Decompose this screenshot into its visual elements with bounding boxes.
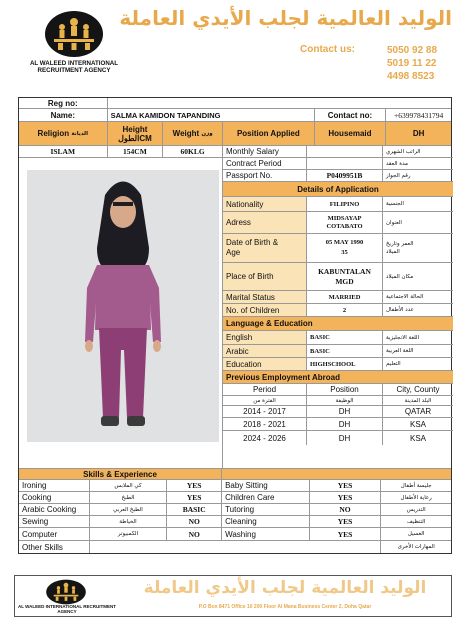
contact-number: 5019 11 22 bbox=[387, 58, 437, 69]
employment-period: 2024 - 2026 bbox=[223, 431, 307, 445]
skill-row bbox=[19, 516, 451, 528]
employment-country: KSA bbox=[409, 419, 426, 429]
contract-row bbox=[223, 158, 453, 170]
name-value: SALMA KAMIDON TAPANDING bbox=[108, 109, 315, 121]
skill-row bbox=[19, 492, 451, 504]
skill-ar: الطبخ العربي bbox=[90, 504, 168, 515]
footer-arabic-title: الوليد العالمية لجلب الأيدي العاملة bbox=[143, 578, 427, 598]
address-line-1: MIDSAYAP bbox=[327, 214, 362, 222]
salary-value bbox=[307, 146, 383, 157]
other-skills-row bbox=[19, 541, 451, 553]
english-ar: اللغة الانجليزية bbox=[386, 334, 420, 341]
education-value: HIGHSCHOOL bbox=[307, 358, 383, 370]
arabic-row bbox=[223, 345, 453, 358]
arabic-ar: اللغة العربية bbox=[386, 348, 414, 354]
employment-country: KSA bbox=[409, 433, 426, 443]
employment-head-ar-row bbox=[223, 396, 453, 406]
skill-value: YES bbox=[310, 480, 382, 491]
marital-ar: الحالة الاجتماعية bbox=[386, 294, 424, 300]
skill-ar: الطبخ bbox=[90, 492, 168, 503]
weight-header bbox=[163, 122, 223, 145]
dob-ar-1: العمر وتاريخ bbox=[386, 241, 414, 247]
employment-position: DH bbox=[307, 431, 383, 445]
skill-value: NO bbox=[167, 528, 222, 540]
skill-label: Cooking bbox=[19, 492, 90, 503]
salary-ar: الراتب الشهري bbox=[386, 148, 421, 155]
dob-ar bbox=[383, 234, 453, 262]
skill-label: Washing bbox=[222, 528, 310, 540]
skill-value: NO bbox=[310, 504, 382, 515]
footer-logo-icon bbox=[45, 579, 87, 605]
marital-value: MARRIED bbox=[307, 291, 383, 303]
weight-value: 60KLG bbox=[180, 147, 205, 156]
skill-value: YES bbox=[167, 492, 222, 503]
photo-frame bbox=[19, 158, 222, 468]
religion-value: ISLAM bbox=[19, 146, 108, 157]
employment-position: DH bbox=[307, 418, 383, 430]
skill-ar: التنظيف bbox=[406, 518, 426, 525]
pob-label: Place of Birth bbox=[223, 263, 307, 290]
skill-label: Tutoring bbox=[222, 504, 310, 515]
page-header bbox=[18, 4, 452, 88]
skill-value: BASIC bbox=[167, 504, 222, 515]
pob-row bbox=[223, 263, 453, 291]
skills-title-row bbox=[19, 468, 451, 480]
dob-value bbox=[307, 234, 383, 262]
address-ar: العنوان bbox=[386, 219, 402, 226]
contact-no-label: Contact no: bbox=[315, 109, 387, 121]
pob-line-1: KABUNTALAN bbox=[318, 266, 371, 276]
children-ar: عدد الأطفال bbox=[386, 307, 414, 313]
skill-ar: رعاية الأطفال bbox=[400, 494, 432, 501]
address-line-2: COTABATO bbox=[326, 222, 363, 230]
employment-row bbox=[223, 406, 453, 418]
dob-label-2: Age bbox=[226, 248, 241, 257]
skill-label: Children Care bbox=[222, 492, 310, 503]
name-row bbox=[19, 109, 451, 122]
contract-value bbox=[307, 158, 383, 169]
employment-period: 2014 - 2017 bbox=[223, 406, 307, 417]
position-value: Housemaid bbox=[315, 122, 387, 145]
marital-label: Marital Status bbox=[223, 291, 307, 303]
agency-logo-icon bbox=[44, 10, 104, 58]
employment-title-row bbox=[223, 371, 453, 384]
english-row bbox=[223, 331, 453, 345]
english-label: English bbox=[223, 331, 307, 344]
contact-numbers bbox=[387, 44, 437, 83]
pob-line-2: MGD bbox=[335, 276, 354, 286]
religion-header-ar: الديانة bbox=[71, 130, 89, 137]
contact-label: Contact us: bbox=[300, 44, 355, 55]
position-code: DH bbox=[412, 129, 425, 138]
application-sheet bbox=[18, 97, 452, 554]
reg-row bbox=[19, 98, 451, 109]
position-header: Position Applied bbox=[223, 122, 315, 145]
skill-row bbox=[19, 528, 451, 541]
arabic-label: Arabic bbox=[223, 345, 307, 357]
skill-ar: جليسة أطفال bbox=[400, 482, 432, 489]
weight-header-label: Weight bbox=[172, 129, 200, 138]
passport-ar: رقم الجواز bbox=[386, 172, 411, 179]
period-head-ar: الفترة من bbox=[223, 396, 307, 405]
language-title-row bbox=[223, 317, 453, 331]
position-head: Position bbox=[307, 384, 383, 395]
height-value: 154CM bbox=[108, 146, 164, 157]
skill-label: Arabic Cooking bbox=[19, 504, 90, 515]
position-head-ar: الوظيفة bbox=[307, 396, 383, 405]
passport-value: P0409951B bbox=[307, 170, 383, 181]
skill-row bbox=[19, 504, 451, 516]
skill-ar: الخياطة bbox=[90, 516, 168, 527]
height-header bbox=[108, 122, 164, 145]
skill-value: NO bbox=[167, 516, 222, 527]
other-skills-ar: المهارات الأخرى bbox=[397, 544, 435, 550]
address-row bbox=[223, 212, 453, 234]
passport-label: Passport No. bbox=[223, 170, 307, 181]
employment-row bbox=[223, 418, 453, 431]
skills-title-fill bbox=[222, 469, 451, 479]
height-header-label-2: الطولCM bbox=[118, 133, 152, 143]
nationality-row bbox=[223, 197, 453, 212]
candidate-figure-icon bbox=[27, 170, 219, 442]
pob-ar: مكان الميلاد bbox=[386, 273, 414, 280]
nationality-ar: الجنسية bbox=[386, 201, 404, 207]
skill-ar: الكمبيوتر bbox=[90, 528, 168, 540]
left-column bbox=[19, 146, 223, 468]
contact-number: 4498 8523 bbox=[387, 71, 435, 82]
skill-label: Sewing bbox=[19, 516, 90, 527]
education-row bbox=[223, 358, 453, 371]
columns-header-row bbox=[19, 122, 451, 146]
contact-no-value: +639978431794 bbox=[394, 110, 444, 120]
education-ar: التعليم bbox=[386, 361, 401, 367]
right-column bbox=[223, 146, 453, 468]
english-value: BASIC bbox=[307, 331, 383, 344]
salary-label: Monthly Salary bbox=[223, 146, 307, 157]
employment-head-row bbox=[223, 384, 453, 396]
dob-row bbox=[223, 234, 453, 263]
details-title-row bbox=[223, 182, 453, 197]
dob-date: 05 MAY 1990 bbox=[325, 239, 364, 246]
skill-label: Ironing bbox=[19, 480, 90, 491]
children-row bbox=[223, 304, 453, 317]
skill-ar: التدريس bbox=[406, 506, 426, 513]
children-value: 2 bbox=[307, 304, 383, 316]
reg-value bbox=[108, 98, 451, 108]
skill-value: YES bbox=[310, 492, 382, 503]
skill-label: Baby Sitting bbox=[222, 480, 310, 491]
religion-header bbox=[19, 122, 108, 145]
skill-ar: الغسيل bbox=[407, 531, 425, 537]
contract-label: Contract Period bbox=[223, 158, 307, 169]
agency-arabic-title: الوليد العالمية لجلب الأيدي العاملة bbox=[119, 6, 452, 30]
skill-value: YES bbox=[310, 528, 382, 540]
height-header-label: Height bbox=[122, 124, 148, 134]
page-footer bbox=[14, 575, 452, 617]
contract-ar: مدة العقد bbox=[386, 160, 408, 167]
religion-header-label: Religion bbox=[37, 129, 70, 138]
marital-row bbox=[223, 291, 453, 304]
other-skills-label: Other Skills bbox=[19, 541, 90, 553]
employment-country: QATAR bbox=[404, 407, 432, 416]
values-row bbox=[19, 146, 222, 158]
period-head: Period bbox=[223, 384, 307, 395]
skill-ar: كي الملابس bbox=[90, 480, 168, 491]
dob-age: 35 bbox=[341, 249, 348, 256]
reg-label: Reg no: bbox=[19, 98, 108, 108]
skill-value: YES bbox=[310, 516, 382, 527]
dob-ar-2: الميلاد bbox=[386, 249, 400, 255]
footer-logo-text: AL WALEED INTERNATIONAL RECRUITMENT AGENCY bbox=[18, 604, 116, 614]
contact-number: 5050 92 88 bbox=[387, 45, 438, 56]
language-title: Language & Education bbox=[226, 319, 313, 328]
nationality-value: FILIPINO bbox=[307, 197, 383, 211]
education-label: Education bbox=[223, 358, 307, 370]
address-value bbox=[307, 212, 383, 233]
weight-header-ar: وزن bbox=[201, 130, 213, 137]
footer-address: P.O Box 8471 Office 10 200 Floor Al Mana Business Center 2, Doha Qatar bbox=[198, 604, 372, 610]
country-head: City, County bbox=[396, 385, 440, 394]
address-label: Adress bbox=[223, 212, 307, 233]
dob-label bbox=[223, 234, 307, 262]
logo-text: AL WALEED INTERNATIONAL RECRUITMENT AGENCY bbox=[29, 60, 119, 74]
skill-label: Computer bbox=[19, 528, 90, 540]
candidate-photo bbox=[27, 170, 219, 442]
country-head-ar: البلد المدينة bbox=[404, 397, 432, 404]
pob-value bbox=[307, 263, 383, 290]
skills-title: Skills & Experience bbox=[19, 469, 222, 479]
dob-label-1: Date of Birth & bbox=[226, 238, 279, 247]
employment-position: DH bbox=[307, 406, 383, 417]
employment-period: 2018 - 2021 bbox=[223, 418, 307, 430]
salary-row bbox=[223, 146, 453, 158]
skill-value: YES bbox=[167, 480, 222, 491]
arabic-value: BASIC bbox=[307, 345, 383, 357]
skill-label: Cleaning bbox=[222, 516, 310, 527]
nationality-label: Nationality bbox=[223, 197, 307, 211]
details-title: Details of Application bbox=[297, 184, 379, 194]
name-label: Name: bbox=[19, 109, 108, 121]
other-skills-value bbox=[90, 541, 382, 553]
skill-row bbox=[19, 480, 451, 492]
passport-row bbox=[223, 170, 453, 182]
employment-title: Previous Employment Abroad bbox=[226, 372, 340, 382]
employment-row bbox=[223, 431, 453, 445]
photo-and-details bbox=[19, 146, 451, 468]
children-label: No. of Children bbox=[223, 304, 307, 316]
